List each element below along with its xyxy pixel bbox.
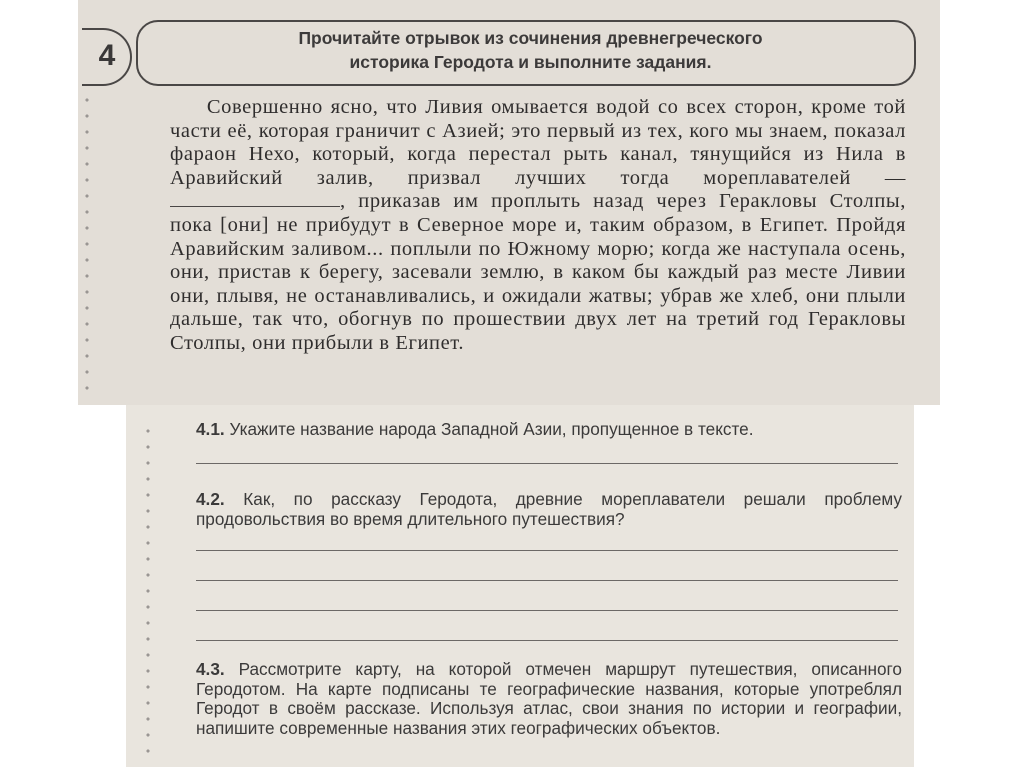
fill-in-blank[interactable] <box>170 192 340 207</box>
answer-line[interactable] <box>196 580 898 581</box>
margin-dots <box>146 423 150 763</box>
herodotus-passage <box>170 96 906 356</box>
question-number: 4.3. <box>196 659 225 679</box>
question-number: 4.1. <box>196 419 225 439</box>
passage-text-after-blank: , приказав им проплыть назад через Геракловы Столпы, пока [они] не прибудут в Северное море и, таким образом, в Египет. Пройдя Аравийским заливом... поплыли по Южному морю; когда же наступала осень, они, пристав к берегу, засевали землю, в каком бы каждый раз месте Ливии они, плывя, не останавливались, и ожидали жатвы; убрав же хлеб, они плыли дальше, так что, обогнув по прошествии двух лет на третий год Геракловы Столпы, они прибыли в Египет. <box>170 190 906 354</box>
question-4-3 <box>196 660 902 738</box>
task-instruction-line-1: Прочитайте отрывок из сочинения древнегреческого <box>298 28 763 48</box>
task-instruction <box>168 26 893 74</box>
answer-line[interactable] <box>196 550 898 551</box>
textbook-page-bottom <box>126 405 914 767</box>
task-instruction-line-2: историка Геродота и выполните задания. <box>349 52 712 72</box>
task-number: 4 <box>98 39 116 72</box>
question-text: Как, по рассказу Геродота, древние мореплаватели решали проблему продовольствия во время длительного путешествия? <box>196 489 903 529</box>
question-text: Рассмотрите карту, на которой отмечен маршрут путешествия, описанного Геродотом. На карте подписаны те географические названия, которые употреблял Геродот в своём рассказе. Используя атлас, свои знания по истории и географии, напишите современные названия этих географических объектов. <box>196 659 902 738</box>
question-4-2 <box>196 490 902 529</box>
question-text: Укажите название народа Западной Азии, пропущенное в тексте. <box>229 419 754 439</box>
margin-dots <box>85 92 89 392</box>
answer-line[interactable] <box>196 610 898 611</box>
answer-line[interactable] <box>196 463 898 464</box>
answer-line[interactable] <box>196 640 898 641</box>
question-number: 4.2. <box>196 489 225 509</box>
question-4-1 <box>196 420 892 440</box>
passage-text-before-blank: Совершенно ясно, что Ливия омывается водой со всех сторон, кроме той части её, которая граничит с Азией; это первый из тех, кого мы знаем, показал фараон Нехо, который, когда перестал рыть канал, тянущийся из Нила в Аравийский залив, призвал лучших тогда мореплавателей — <box>170 96 906 189</box>
textbook-page-top <box>78 0 940 405</box>
